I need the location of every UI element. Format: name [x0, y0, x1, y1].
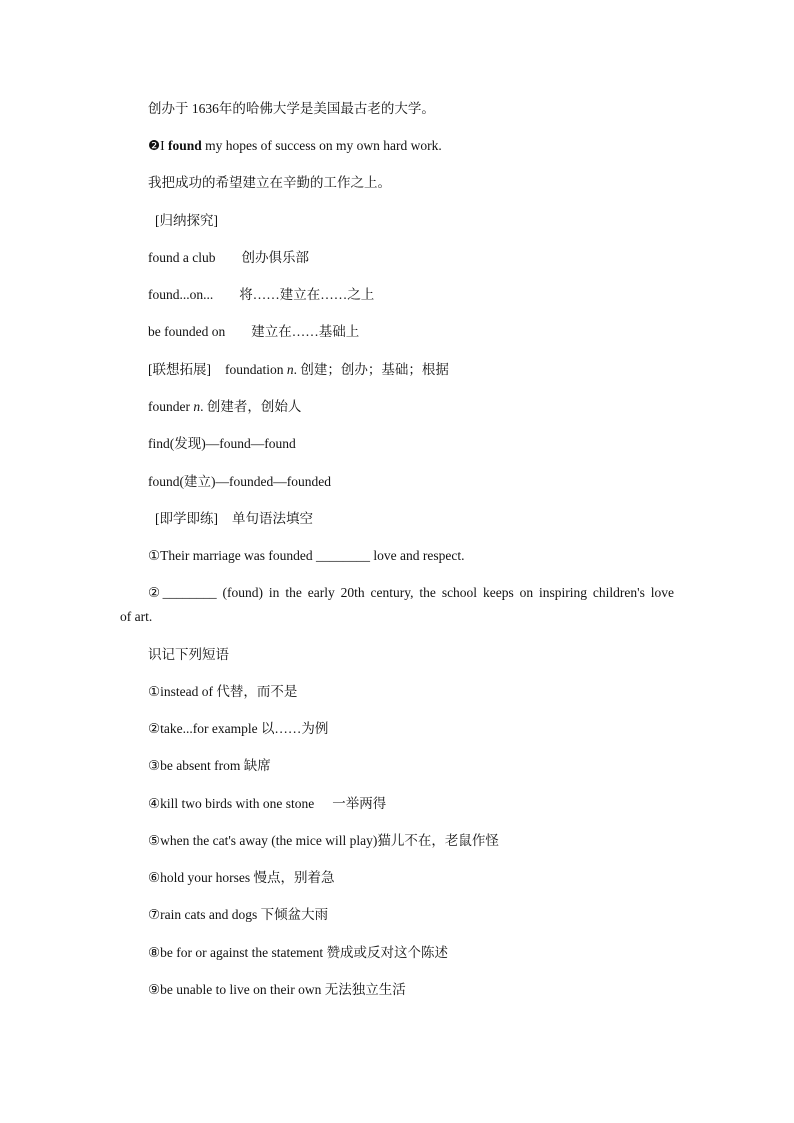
- memorize-item: [148, 832, 499, 850]
- item-cn: 以……为例: [260, 721, 329, 736]
- memorize-item: [148, 981, 406, 999]
- phrase-item: [148, 286, 374, 304]
- item-cn: 无法独立生活: [324, 982, 406, 997]
- memorize-item: [148, 944, 448, 962]
- memorize-item: [148, 906, 328, 924]
- item-en: rain cats and dogs: [160, 907, 261, 922]
- phrase-cn: 将……建立在……之上: [239, 287, 375, 302]
- practice-heading: [155, 510, 313, 528]
- item-cn: 缺席: [243, 758, 271, 773]
- item-en: when the cat's away (the mice will play): [160, 833, 378, 848]
- phrase-cn: 建立在……基础上: [251, 324, 360, 339]
- item-en: be absent from: [160, 758, 244, 773]
- part-of-speech: n: [286, 362, 294, 377]
- founder-meaning: . 创建者，创始人: [200, 399, 302, 414]
- phrase-item: [148, 249, 309, 267]
- verb-forms-found: found(建立)—founded—founded: [148, 474, 331, 489]
- summary-heading: [归纳探究]: [155, 213, 218, 228]
- intro-sentence-cn: 创办于 1636年的哈佛大学是美国最古老的大学。: [148, 101, 435, 116]
- founder-word: founder: [148, 399, 190, 414]
- item-cn: 一举两得: [332, 796, 387, 811]
- phrase-item: [148, 323, 359, 341]
- item-en: kill two birds with one stone: [160, 796, 315, 811]
- practice-question-2-line1: ②________ (found) in the early 20th century, the school keeps on inspiring children's love: [148, 585, 674, 600]
- item-en: instead of: [160, 684, 217, 699]
- memorize-item: [148, 683, 297, 701]
- phrase-en: found a club: [148, 250, 216, 265]
- example-rest: my hopes of success on my own hard work.: [201, 138, 442, 153]
- item-en: be for or against the statement: [160, 945, 327, 960]
- memorize-item: [148, 720, 328, 738]
- keyword-found: found: [167, 138, 202, 153]
- item-en: take...for example: [160, 721, 261, 736]
- item-cn: 赞成或反对这个陈述: [326, 945, 449, 960]
- practice-question-2-line2: of art.: [120, 609, 153, 624]
- memorize-item: [148, 757, 271, 775]
- item-number: ⑤: [148, 833, 161, 848]
- extension-meaning: . 创建；创办；基础；根据: [293, 362, 449, 377]
- item-number: ⑦: [148, 907, 161, 922]
- practice-title: 单句语法填空: [232, 511, 313, 526]
- item-cn: 代替，而不是: [216, 684, 298, 699]
- number-marker: ❷: [148, 138, 161, 153]
- memorize-item: [148, 869, 334, 887]
- founder-line: [148, 398, 301, 416]
- item-cn: 下倾盆大雨: [260, 907, 329, 922]
- phrase-en: be founded on: [148, 324, 226, 339]
- phrase-en: found...on...: [148, 287, 214, 302]
- item-number: ⑨: [148, 982, 161, 997]
- memorize-item: [148, 795, 386, 813]
- item-number: ②: [148, 721, 161, 736]
- item-number: ⑧: [148, 945, 161, 960]
- item-number: ①: [148, 684, 161, 699]
- practice-question-1: ①Their marriage was founded ________ love and respect.: [148, 548, 465, 563]
- item-number: ③: [148, 758, 161, 773]
- phrase-cn: 创办俱乐部: [241, 250, 309, 265]
- extension-label: [联想拓展]: [148, 362, 211, 377]
- example-prefix: I: [160, 138, 168, 153]
- item-cn: 慢点，别着急: [253, 870, 335, 885]
- example-sentence-cn: 我把成功的希望建立在辛勤的工作之上。: [148, 175, 391, 190]
- item-number: ④: [148, 796, 161, 811]
- part-of-speech: n: [193, 399, 201, 414]
- verb-forms-find: find(发现)—found—found: [148, 436, 296, 451]
- memorize-heading: 识记下列短语: [148, 647, 229, 662]
- practice-label: [即学即练]: [155, 511, 218, 526]
- item-cn: 猫儿不在，老鼠作怪: [377, 833, 499, 848]
- extension-word: foundation: [225, 362, 284, 377]
- item-en: be unable to live on their own: [160, 982, 325, 997]
- item-number: ⑥: [148, 870, 161, 885]
- example-sentence: [148, 137, 442, 155]
- extension-line: [148, 361, 449, 379]
- item-en: hold your horses: [160, 870, 254, 885]
